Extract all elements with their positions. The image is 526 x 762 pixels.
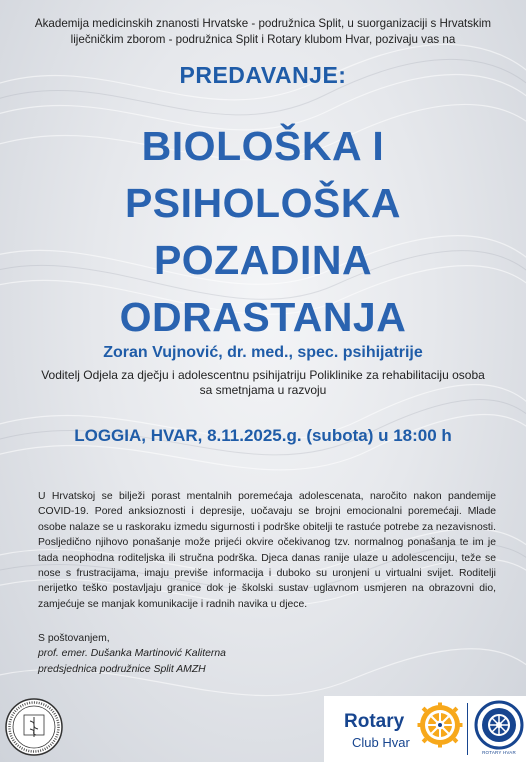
hvar-badge-caption: ROTARY HVAR bbox=[482, 750, 516, 755]
title-line: POZADINA bbox=[153, 237, 373, 283]
title-line: ODRASTANJA bbox=[119, 294, 407, 340]
amzh-seal-logo bbox=[4, 697, 64, 757]
intro-text: Akademija medicinskih znanosti Hrvatske - podružnica Split, u suorganizaciji s Hrvatskim liječničkim zborom - podružnica Split i Rotary klubom Hvar, pozivaju vas na bbox=[34, 17, 492, 46]
greeting: S poštovanjem, bbox=[38, 633, 110, 644]
lecture-heading: PREDAVANJE: bbox=[179, 62, 347, 88]
rotary-wordmark: Rotary bbox=[344, 711, 405, 732]
lecture-title bbox=[0, 118, 526, 346]
signatory-position: predsjednica podružnice Split AMZH bbox=[38, 663, 206, 675]
speaker-name: Zoran Vujnović, dr. med., spec. psihijatrije bbox=[103, 344, 423, 361]
rotary-wheel-icon bbox=[417, 702, 463, 748]
title-line: PSIHOLOŠKA bbox=[124, 180, 402, 226]
lecture-description: U Hrvatskoj se bilježi porast mentalnih poremećaja adolescenata, naročito nakon pandemije COVID-19. Pored anksioznosti i depresije, uočavaju se brojni emocionalni poremećaji. Mlade osobe nalaze se u raskoraku izmedu sigurnosti i podrške obitelji te rastuće potrebe za nezavisnosti. Posljedično njihovo ponašanje može prijeći okvire očekivanog tzv. normalnog ponašanja te im je tada neophodna roditeljska ili stručna podrška. Djeca danas ranije ulaze u adolescenciju, teže se nose s frustracijama, imaju previše informacija i duboko su uronjeni u virtualni svijet. Roditelji nerijetko teško postavljaju granice dok je školski sustav uglavnom usmjeren na obrazovni dio, zamjećuje se manjak komunikacije i radnih navika u djece. bbox=[38, 491, 496, 610]
signatory-name: prof. emer. Dušanka Martinović Kaliterna bbox=[38, 648, 226, 660]
closing-signature bbox=[38, 631, 226, 677]
rotary-club-name: Club Hvar bbox=[352, 735, 410, 750]
rotary-hvar-badge bbox=[474, 700, 524, 750]
title-line: BIOLOŠKA I bbox=[141, 123, 385, 169]
logo-divider bbox=[467, 703, 468, 755]
speaker-role: Voditelj Odjela za dječju i adolescentnu psihijatriju Poliklinike za rehabilitaciju osoba sa smetnjama u razvoju bbox=[41, 368, 485, 397]
event-details: LOGGIA, HVAR, 8.11.2025.g. (subota) u 18:00 h bbox=[74, 426, 452, 445]
